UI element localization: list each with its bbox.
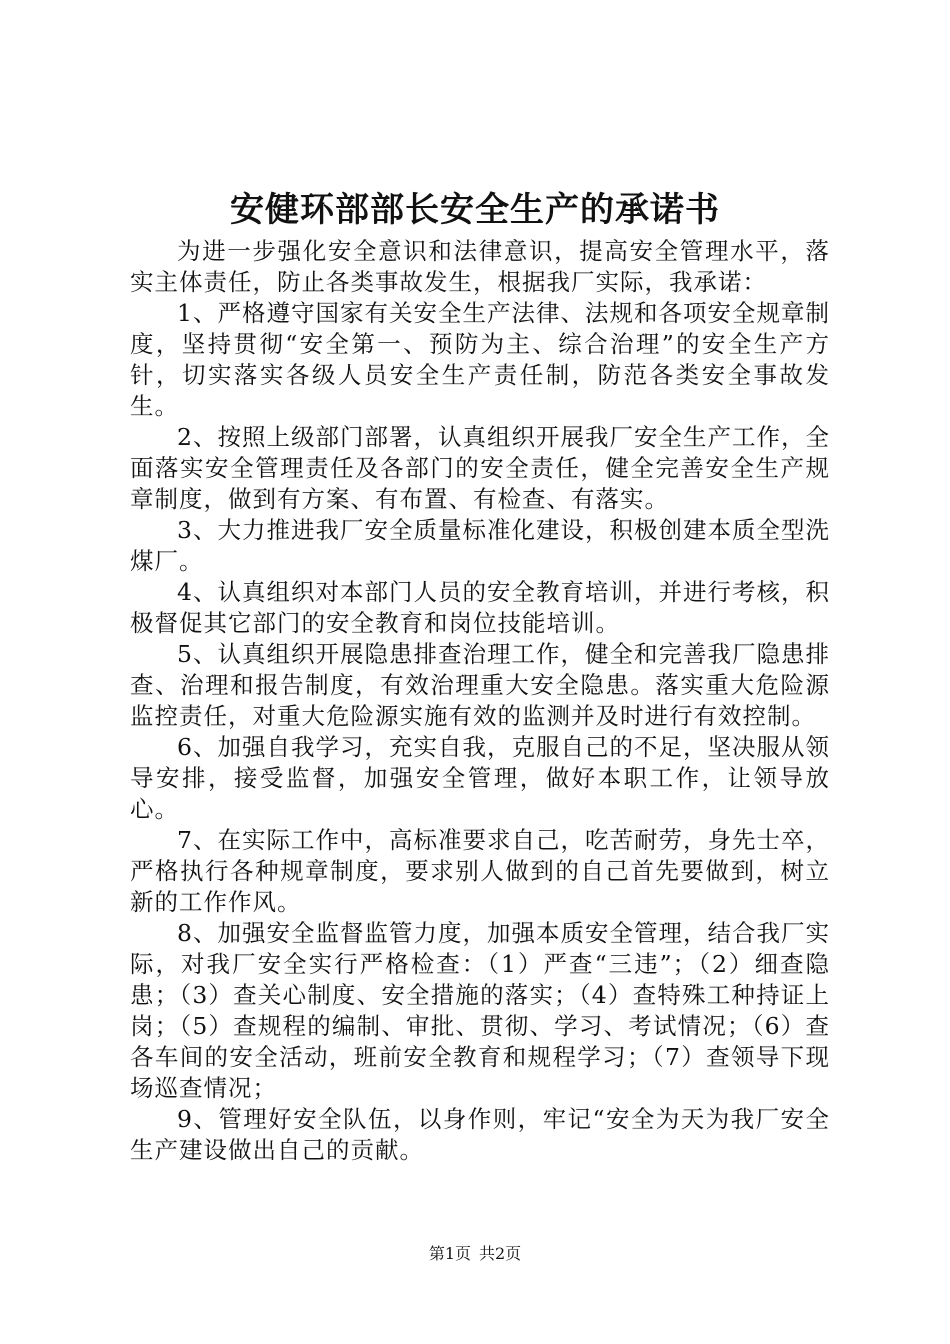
commitment-item-8: 8、加强安全监督监管力度，加强本质安全管理，结合我厂实际，对我厂安全实行严格检查：（1）严查“三违”；（2）细查隐患；（3）查关心制度、安全措施的落实；（4）查特殊工种持证上岗；（5）查规程的编制、审批、贯彻、学习、考试情况；（6）查各车间的安全活动，班前安全教育和规程学习；（7）查领导下现场巡查情况； [130,919,830,1102]
commitment-item-7: 7、在实际工作中，高标准要求自己，吃苦耐劳，身先士卒，严格执行各种规章制度，要求别人做到的自己首先要做到，树立新的工作作风。 [130,826,830,916]
commitment-item-5: 5、认真组织开展隐患排查治理工作，健全和完善我厂隐患排查、治理和报告制度，有效治理重大安全隐患。落实重大危险源监控责任，对重大危险源实施有效的监测并及时进行有效控制。 [130,640,830,730]
commitment-item-1: 1、严格遵守国家有关安全生产法律、法规和各项安全规章制度，坚持贯彻“安全第一、预防为主、综合治理”的安全生产方针，切实落实各级人员安全生产责任制，防范各类安全事故发生。 [130,299,830,420]
commitment-item-2: 2、按照上级部门部署，认真组织开展我厂安全生产工作，全面落实安全管理责任及各部门的安全责任，健全完善安全生产规章制度，做到有方案、有布置、有检查、有落实。 [130,423,830,513]
commitment-item-3: 3、大力推进我厂安全质量标准化建设，积极创建本质全型洗煤厂。 [130,516,830,575]
commitment-item-9: 9、管理好安全队伍，以身作则，牢记“安全为天为我厂安全生产建设做出自己的贡献。 [130,1105,830,1164]
document-title: 安健环部部长安全生产的承诺书 [230,190,720,230]
page-total: 共2页 [479,1244,522,1263]
document-body [130,236,830,1166]
intro-paragraph: 为进一步强化安全意识和法律意识，提高安全管理水平，落实主体责任，防止各类事故发生，根据我厂实际，我承诺： [130,237,830,296]
commitment-item-4: 4、认真组织对本部门人员的安全教育培训，并进行考核，积极督促其它部门的安全教育和岗位技能培训。 [130,578,830,637]
page-number: 第1页 [428,1244,471,1263]
commitment-item-6: 6、加强自我学习，充实自我，克服自己的不足，坚决服从领导安排，接受监督，加强安全管理，做好本职工作，让领导放心。 [130,733,830,823]
page-footer [0,1242,950,1266]
